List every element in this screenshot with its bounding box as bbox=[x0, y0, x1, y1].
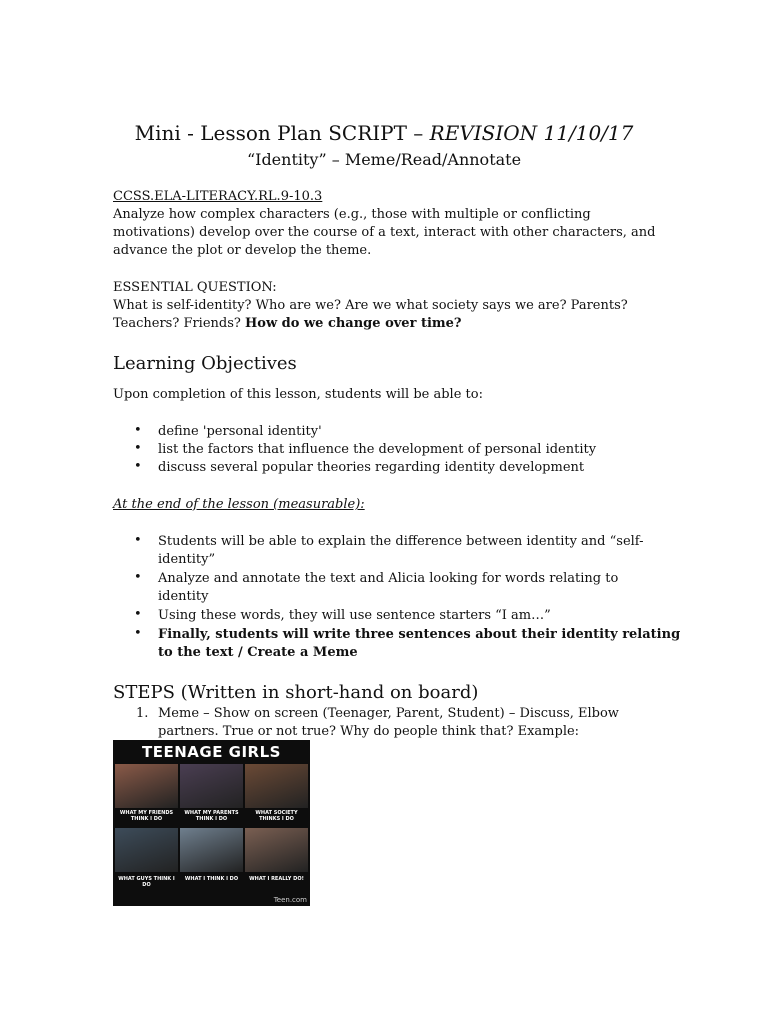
title-revision: REVISION 11/10/17 bbox=[429, 121, 634, 145]
step-number: 1. bbox=[136, 706, 149, 721]
meme-caption: WHAT I REALLY DO! bbox=[249, 876, 304, 882]
objectives-intro: Upon completion of this lesson, students will be able to: bbox=[113, 387, 483, 402]
meme-watermark: Teen.com bbox=[273, 896, 307, 904]
bullet-icon: • bbox=[134, 626, 142, 641]
objective-item: define 'personal identity' bbox=[158, 424, 322, 439]
meme-panel bbox=[245, 764, 308, 808]
meme-caption: WHAT SOCIETY THINKS I DO bbox=[255, 810, 298, 822]
objectives-heading: Learning Objectives bbox=[113, 353, 297, 374]
essential-question-plain: Teachers? Friends? bbox=[113, 316, 245, 331]
steps-heading: STEPS (Written in short-hand on board) bbox=[113, 682, 479, 703]
title-main: Mini - Lesson Plan SCRIPT – bbox=[134, 121, 430, 145]
bullet-icon: • bbox=[134, 441, 142, 456]
page-title bbox=[0, 121, 768, 145]
meme-title: TEENAGE GIRLS bbox=[142, 743, 281, 761]
measurable-item: Using these words, they will use sentence starters “I am…” bbox=[158, 608, 551, 623]
measurable-item: Analyze and annotate the text and Alicia looking for words relating to bbox=[158, 571, 619, 586]
meme-caption: WHAT GUYS THINK I DO bbox=[118, 876, 175, 888]
bullet-icon: • bbox=[134, 570, 142, 585]
step-1-line-2: partners. True or not true? Why do people think that? Example: bbox=[158, 724, 580, 739]
bullet-icon: • bbox=[134, 607, 142, 622]
standard-line-3: advance the plot or develop the theme. bbox=[113, 243, 372, 258]
measurable-item-cont: identity” bbox=[158, 552, 216, 567]
standard-line-2: motivations) develop over the course of a text, interact with other characters, and bbox=[113, 225, 656, 240]
essential-question-line-1: What is self-identity? Who are we? Are we what society says we are? Parents? bbox=[113, 298, 628, 313]
meme-panel bbox=[115, 764, 178, 808]
standard-code: CCSS.ELA-LITERACY.RL.9-10.3 bbox=[113, 189, 323, 204]
measurable-item: Students will be able to explain the difference between identity and “self- bbox=[158, 534, 644, 549]
essential-question-line-2 bbox=[113, 315, 462, 333]
bullet-icon: • bbox=[134, 533, 142, 548]
page-subtitle: “Identity” – Meme/Read/Annotate bbox=[246, 150, 522, 169]
standard-line-1: Analyze how complex characters (e.g., those with multiple or conflicting bbox=[113, 207, 591, 222]
meme-caption: WHAT MY FRIENDS THINK I DO bbox=[119, 810, 174, 822]
measurable-item: Finally, students will write three sentences about their identity relating bbox=[158, 627, 681, 642]
meme-panel bbox=[245, 828, 308, 872]
measurable-item-cont: to the text / Create a Meme bbox=[158, 645, 358, 660]
measurable-label: At the end of the lesson (measurable): bbox=[113, 497, 365, 512]
meme-caption: WHAT I THINK I DO bbox=[184, 876, 239, 882]
essential-question-label: ESSENTIAL QUESTION: bbox=[113, 280, 277, 295]
meme-image bbox=[113, 740, 310, 906]
objective-item: discuss several popular theories regarding identity development bbox=[158, 460, 585, 475]
step-1-line-1: Meme – Show on screen (Teenager, Parent, Student) – Discuss, Elbow bbox=[158, 706, 619, 721]
meme-caption: WHAT MY PARENTS THINK I DO bbox=[184, 810, 239, 822]
measurable-item-cont: identity bbox=[158, 589, 209, 604]
essential-question-bold: How do we change over time? bbox=[245, 316, 462, 331]
bullet-icon: • bbox=[134, 423, 142, 438]
meme-panel bbox=[180, 764, 243, 808]
bullet-icon: • bbox=[134, 459, 142, 474]
meme-panel bbox=[115, 828, 178, 872]
meme-panel bbox=[180, 828, 243, 872]
objective-item: list the factors that influence the development of personal identity bbox=[158, 442, 597, 457]
